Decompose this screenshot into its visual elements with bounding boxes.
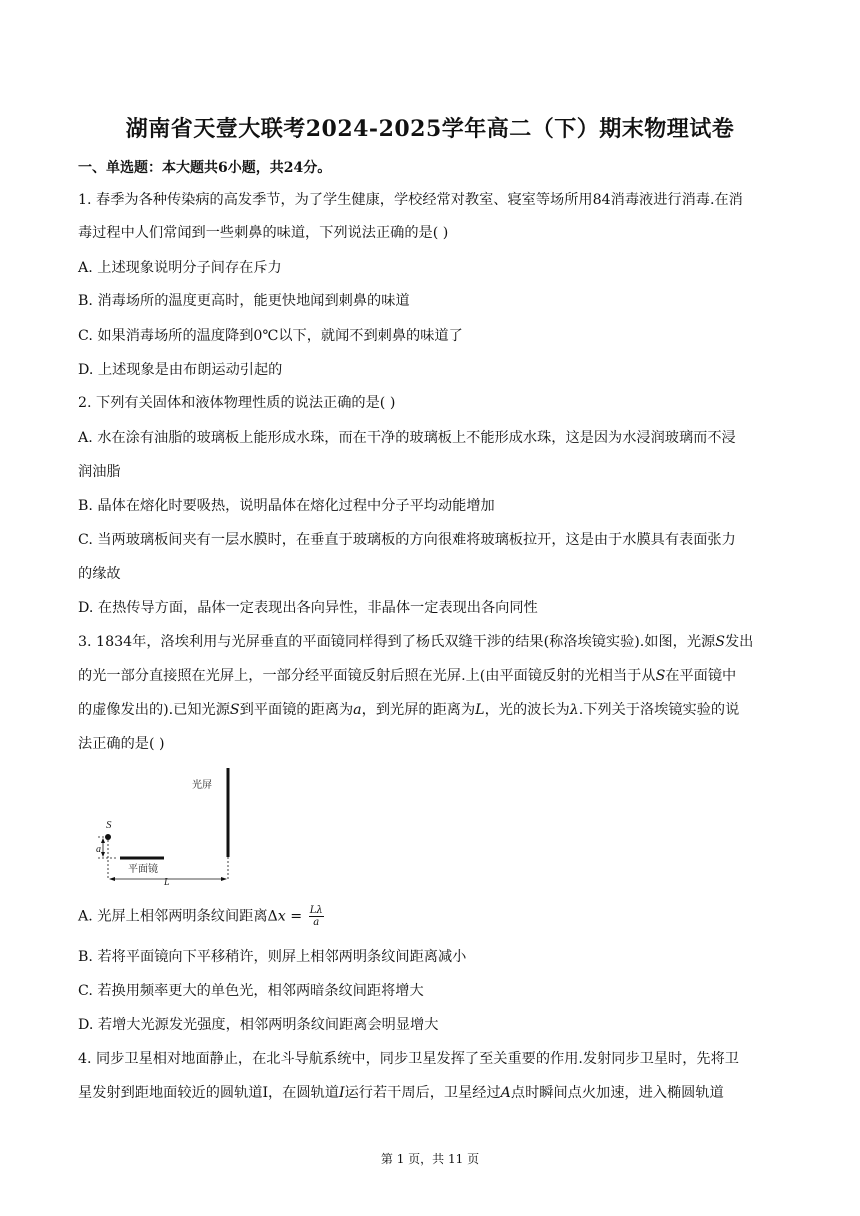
- q2-option-d: D. 在热传导方面，晶体一定表现出各向异性，非晶体一定表现出各向同性: [78, 600, 538, 616]
- screen-label: 光屏: [192, 780, 212, 791]
- q1-option-a: A. 上述现象说明分子间存在斥力: [78, 260, 282, 276]
- page-title: 湖南省天壹大联考2024-2025学年高二（下）期末物理试卷: [125, 116, 735, 142]
- q3-option-c: C. 若换用频率更大的单色光，相邻两暗条纹间距将增大: [78, 983, 424, 999]
- q3-stem-line1: 3. 1834年，洛埃利用与光屏垂直的平面镜同样得到了杨氏双缝干涉的结果(称洛埃镜实验).如图，光源S发出: [78, 634, 754, 650]
- lloyd-mirror-diagram: [96, 764, 246, 888]
- section-heading-single-choice: 一、单选题：本大题共6小题，共24分。: [78, 160, 332, 176]
- q1-option-c: C. 如果消毒场所的温度降到0℃以下，就闻不到刺鼻的味道了: [78, 328, 463, 344]
- q3-option-a: A. 光屏上相邻两明条纹间距离Δx = $\frac{L\lambda}{a}$: [78, 905, 323, 928]
- q2-option-c-line2: 的缘故: [78, 566, 121, 582]
- q2-option-c-line1: C. 当两玻璃板间夹有一层水膜时，在垂直于玻璃板的方向很难将玻璃板拉开，这是由于水膜具有表面张力: [78, 532, 736, 548]
- distance-a-label: a: [96, 844, 101, 855]
- mirror-label: 平面镜: [128, 864, 158, 875]
- L-arrow-left: [109, 877, 115, 881]
- q1-stem-line1: 1. 春季为各种传染病的高发季节，为了学生健康，学校经常对教室、寝室等场所用84消毒液进行消毒.在消: [78, 192, 743, 208]
- source-label: S: [106, 819, 112, 831]
- q1-option-b: B. 消毒场所的温度更高时，能更快地闻到刺鼻的味道: [78, 293, 410, 309]
- page-footer: 第 1 页，共 11 页: [380, 1152, 480, 1166]
- q3-stem-line4: 法正确的是( ): [78, 736, 165, 752]
- q1-stem-line2: 毒过程中人们常闻到一些刺鼻的味道，下列说法正确的是( ): [78, 225, 449, 241]
- a-arrow-down: [101, 852, 105, 857]
- q2-option-a-line1: A. 水在涂有油脂的玻璃板上能形成水珠，而在干净的玻璃板上不能形成水珠，这是因为水浸润玻璃而不浸: [78, 430, 736, 446]
- q3-stem-line2: 的光一部分直接照在光屏上，一部分经平面镜反射后照在光屏.上(由平面镜反射的光相当于从S在平面镜中: [78, 668, 737, 684]
- q4-stem-line1: 4. 同步卫星相对地面静止，在北斗导航系统中，同步卫星发挥了至关重要的作用.发射同步卫星时，先将卫: [78, 1051, 739, 1067]
- q3-option-b: B. 若将平面镜向下平移稍许，则屏上相邻两明条纹间距离减小: [78, 949, 467, 965]
- q3-option-d: D. 若增大光源发光强度，相邻两明条纹间距离会明显增大: [78, 1017, 439, 1033]
- q2-stem: 2. 下列有关固体和液体物理性质的说法正确的是( ): [78, 395, 396, 411]
- q2-option-b: B. 晶体在熔化时要吸热，说明晶体在熔化过程中分子平均动能增加: [78, 498, 495, 514]
- distance-L-label: L: [164, 877, 170, 888]
- fraction-L-lambda-over-a: $\frac{L\lambda}{a}$: [309, 905, 323, 928]
- q3-stem-line3: 的虚像发出的).已知光源S到平面镜的距离为a，到光屏的距离为L，光的波长为λ.下列关于洛埃镜实验的说: [78, 702, 740, 718]
- q4-stem-line2: 星发射到距地面较近的圆轨道Ⅰ，在圆轨道I运行若干周后，卫星经过A点时瞬间点火加速，进入椭圆轨道: [78, 1085, 724, 1101]
- q1-option-d: D. 上述现象是由布朗运动引起的: [78, 362, 283, 378]
- L-arrow-right: [221, 877, 227, 881]
- a-arrow-up: [101, 838, 105, 843]
- q2-option-a-line2: 润油脂: [78, 464, 121, 480]
